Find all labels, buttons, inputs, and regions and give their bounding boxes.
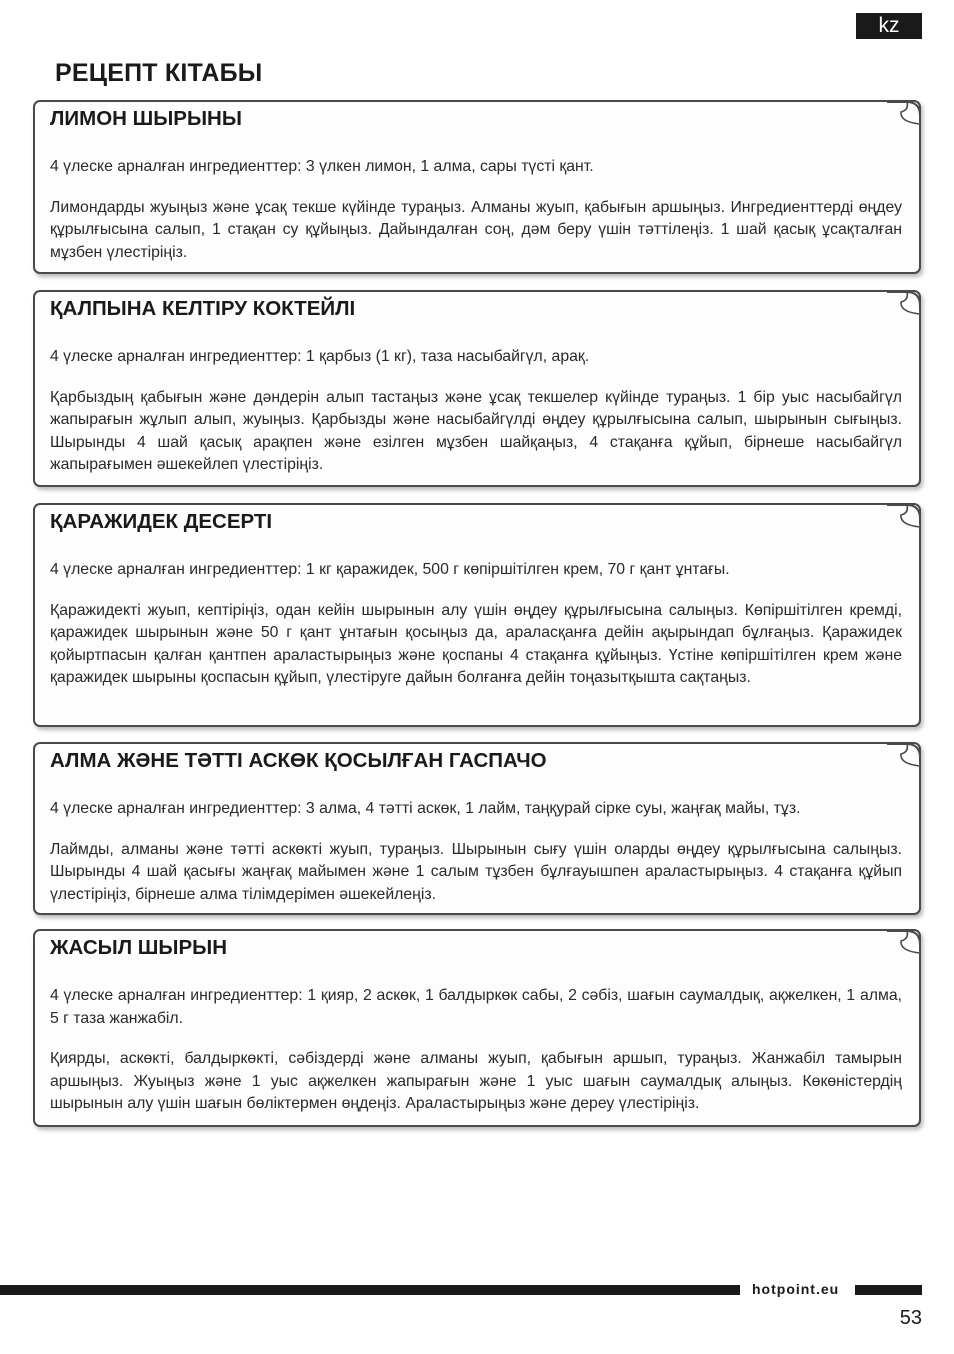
recipe-ingredients: 4 үлеске арналған ингредиенттер: 3 үлкен лимон, 1 алма, сары түсті қант. (50, 158, 594, 175)
recipe-title: ЛИМОН ШЫРЫНЫ (50, 107, 242, 130)
language-badge: kz (856, 13, 922, 39)
recipe-steps: Лимондарды жуыңыз және ұсақ текше күйінде тураңыз. Алманы жуып, қабығын аршыңыз. Ингредиенттерді өңдеу құрылғысына салып, 1 стақан су құйыңыз. Дайындалған соң, дәм беру үшін тәттілеңіз. 1 шай қасық ұсақталған мұзбен үлестіріңіз. (50, 198, 902, 261)
recipe-steps: Қаражидекті жуып, кептіріңіз, одан кейін шырынын алу үшін өңдеу құрылғысына салыңыз. Көпіршітілген кремді, қаражидек шырынын және 50 г қант ұнтағын қосыңыз да, араласқанға дейін ақырындап бұлғаңыз. Қаражидек қойыртпасын қалған қантпен араластырыңыз және қоспаны 4 стақанға құйыңыз. Үстіне көпіршітілген крем және қаражидек шырыны қоспасын құйып, үлестіруге дайын болғанға дейін тоңазытқышта сақтаңыз. (50, 601, 902, 686)
recipe-card-apple-fennel-gazpacho (33, 742, 921, 915)
recipe-steps: Қиярды, аскөкті, балдыркөкті, сәбіздерді және алманы жуып, қабығын аршып, тураңыз. Жанжабіл тамырын аршыңыз. Жуыңыз және 1 уыс ақжелкен жапырағын және 1 уыс шағын саумалдық алыңыз. Көкөністердің шырынын алу үшін шағын бөліктермен өңдеңіз. Араластырыңыз және дереу үлестіріңіз. (50, 1050, 902, 1112)
recipe-card-recovery-cocktail (33, 290, 921, 487)
recipe-steps: Қарбыздың қабығын және дәндерін алып тастаңыз және ұсақ текшелер күйінде тураңыз. 1 бір уыс насыбайгүл жапырағын жұлып алып, жуыңыз. Қарбызды және насыбайгүлді өңдеу құрылғысына салып, шырынын сығыңыз. Шырынды 4 шай қасық арақпен және езілген мұзбен шайқаңыз, 4 стақанға құйып, бірнеше насыбайгүл жапырағымен әшекейлеп үлестіріңіз. (50, 388, 902, 473)
page-curl-icon (887, 503, 921, 535)
recipe-ingredients: 4 үлеске арналған ингредиенттер: 1 қарбыз (1 кг), таза насыбайгүл, арақ. (50, 348, 590, 365)
footer-brand-link[interactable]: hotpoint.eu (752, 1281, 840, 1297)
page-curl-icon (887, 290, 921, 322)
recipe-ingredients: 4 үлеске арналған ингредиенттер: 3 алма, 4 тәтті аскөк, 1 лайм, таңқурай сірке суы, жаңғақ майы, тұз. (50, 800, 801, 817)
page-curl-icon (887, 929, 921, 961)
recipe-card-green-juice (33, 929, 921, 1127)
footer-rule-left (0, 1285, 740, 1295)
recipe-card-lemon-juice (33, 100, 921, 274)
recipe-title: ЖАСЫЛ ШЫРЫН (50, 936, 227, 959)
recipe-title: ҚАЛПЫНА КЕЛТІРУ КОКТЕЙЛІ (50, 297, 356, 320)
recipe-title: ҚАРАЖИДЕК ДЕСЕРТІ (50, 510, 273, 533)
recipe-title: АЛМА ЖӘНЕ ТӘТТІ АСКӨК ҚОСЫЛҒАН ГАСПАЧО (50, 749, 547, 772)
page-number: 53 (899, 1307, 922, 1329)
footer-rule-right (855, 1285, 922, 1295)
recipe-ingredients: 4 үлеске арналған ингредиенттер: 1 қияр, 2 аскөк, 1 балдыркөк сабы, 2 сәбіз, шағын саумалдық, ақжелкен, 1 алма, 5 г таза жанжабіл. (50, 987, 902, 1027)
recipe-steps: Лаймды, алманы және тәтті аскөкті жуып, тураңыз. Шырынын сығу үшін оларды өңдеу құрылғысына салыңыз. Шырынды 4 шай қасығы жаңғақ майымен және 1 салым тұзбен бұлғауышпен араластырыңыз. 4 стақанға құйып үлестіріңіз, бірнеше алма тілімдерімен әшекейлеңіз. (50, 840, 902, 903)
recipe-ingredients: 4 үлеске арналған ингредиенттер: 1 кг қаражидек, 500 г көпіршітілген крем, 70 г қант ұнтағы. (50, 561, 730, 578)
page-curl-icon (887, 100, 921, 132)
recipe-card-blackberry-dessert (33, 503, 921, 727)
page-title: РЕЦЕПТ КІТАБЫ (55, 59, 263, 87)
page-curl-icon (887, 742, 921, 774)
